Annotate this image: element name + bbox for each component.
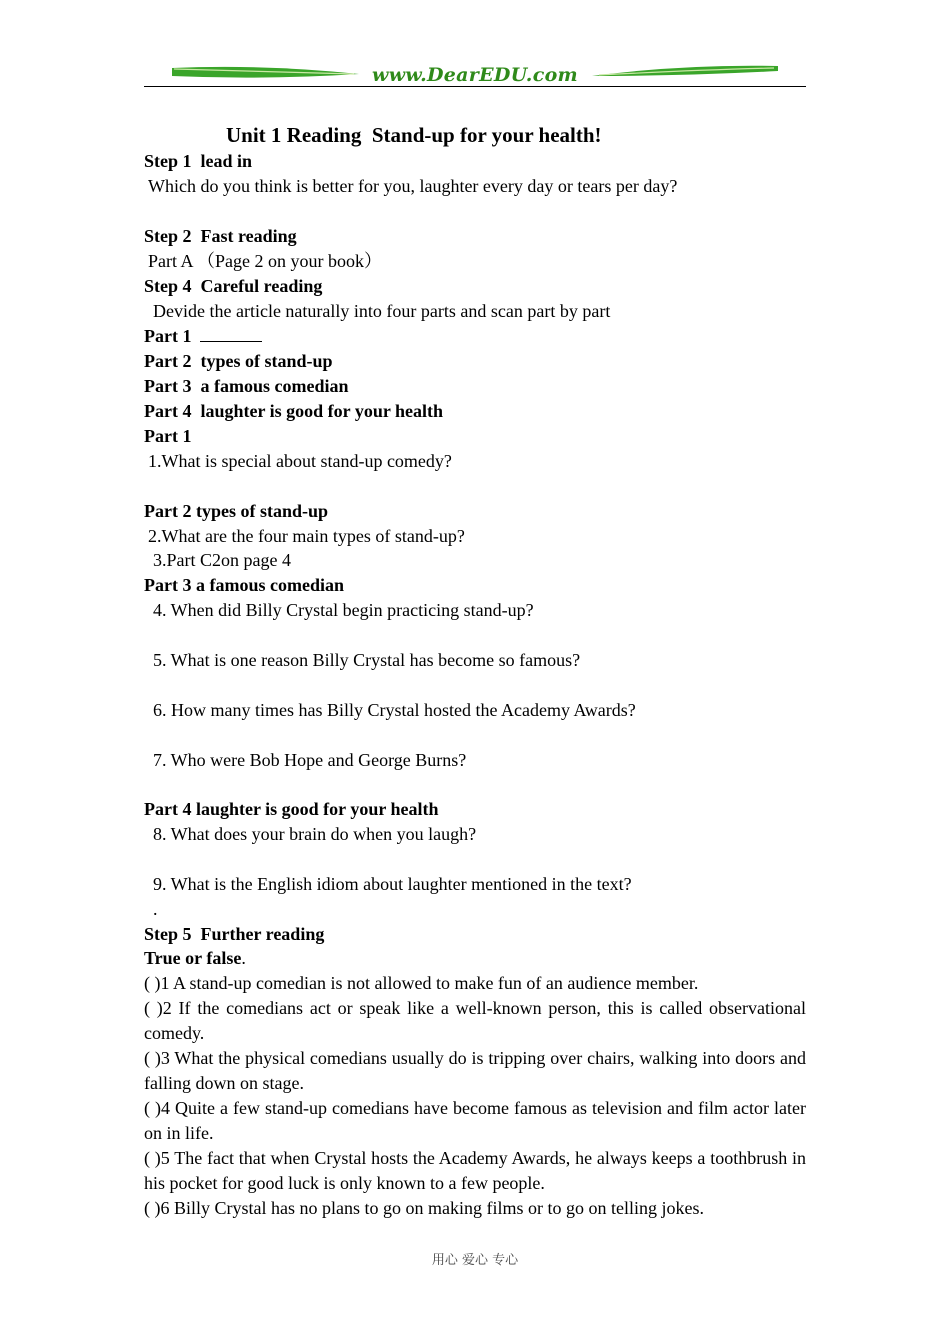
true-false-period: . xyxy=(241,948,246,968)
true-false-heading xyxy=(144,946,806,971)
stray-dot: . xyxy=(153,899,158,919)
page-footer: 用心 爱心 专心 xyxy=(431,1253,519,1268)
question-6: 6. How many times has Billy Crystal hosted the Academy Awards? xyxy=(153,700,636,720)
tf-item-4: ( )4 Quite a few stand-up comedians have become famous as television and film actor later on in life. xyxy=(144,1098,806,1143)
tf-item-3: ( )3 What the physical comedians usually do is tripping over chairs, walking into doors and falling down on stage. xyxy=(144,1048,806,1093)
outline-part4: Part 4 laughter is good for your health xyxy=(144,401,444,421)
question-7: 7. Who were Bob Hope and George Burns? xyxy=(153,750,467,770)
tf-item-5: ( )5 The fact that when Crystal hosts the Academy Awards, he always keeps a toothbrush in his pocket for good luck is only known to a few people. xyxy=(144,1148,806,1193)
outline-part3: Part 3 a famous comedian xyxy=(144,376,349,396)
true-false-label: True or false xyxy=(144,948,242,968)
part3-heading: Part 3 a famous comedian xyxy=(144,575,344,595)
question-8: 8. What does your brain do when you laugh? xyxy=(153,824,477,844)
tf-item-1: ( )1 A stand-up comedian is not allowed to make fun of an audience member. xyxy=(144,973,699,993)
question-9: 9. What is the English idiom about laughter mentioned in the text? xyxy=(153,874,632,894)
answer-blank[interactable] xyxy=(200,325,262,342)
tf-item-6: ( )6 Billy Crystal has no plans to go on making films or to go on telling jokes. xyxy=(144,1198,704,1218)
step2-text: Part A （Page 2 on your book） xyxy=(148,251,382,271)
part1-heading: Part 1 xyxy=(144,426,192,446)
question-1: 1.What is special about stand-up comedy? xyxy=(148,451,452,471)
outline-part1-label: Part 1 xyxy=(144,326,192,346)
step4-heading: Step 4 Careful reading xyxy=(144,276,323,296)
outline-part2: Part 2 types of stand-up xyxy=(144,351,333,371)
question-2: 2.What are the four main types of stand-up? xyxy=(148,526,465,546)
part4-heading: Part 4 laughter is good for your health xyxy=(144,799,439,819)
tf-item-2: ( )2 If the comedians act or speak like a well-known person, this is called observational comedy. xyxy=(144,998,806,1043)
page-title: Unit 1 Reading Stand-up for your health! xyxy=(226,123,602,147)
step4-instruction: Devide the article naturally into four parts and scan part by part xyxy=(153,301,611,321)
site-logo-text: www.DearEDU.com xyxy=(372,64,578,86)
step1-heading: Step 1 lead in xyxy=(144,151,253,171)
step1-question: Which do you think is better for you, laughter every day or tears per day? xyxy=(148,176,678,196)
outline-part1 xyxy=(144,324,806,349)
header-rule xyxy=(144,86,806,87)
question-3: 3.Part C2on page 4 xyxy=(153,550,291,570)
step5-heading: Step 5 Further reading xyxy=(144,924,325,944)
question-5: 5. What is one reason Billy Crystal has become so famous? xyxy=(153,650,581,670)
question-4: 4. When did Billy Crystal begin practicing stand-up? xyxy=(153,600,534,620)
step2-heading: Step 2 Fast reading xyxy=(144,226,297,246)
part2-heading: Part 2 types of stand-up xyxy=(144,501,329,521)
